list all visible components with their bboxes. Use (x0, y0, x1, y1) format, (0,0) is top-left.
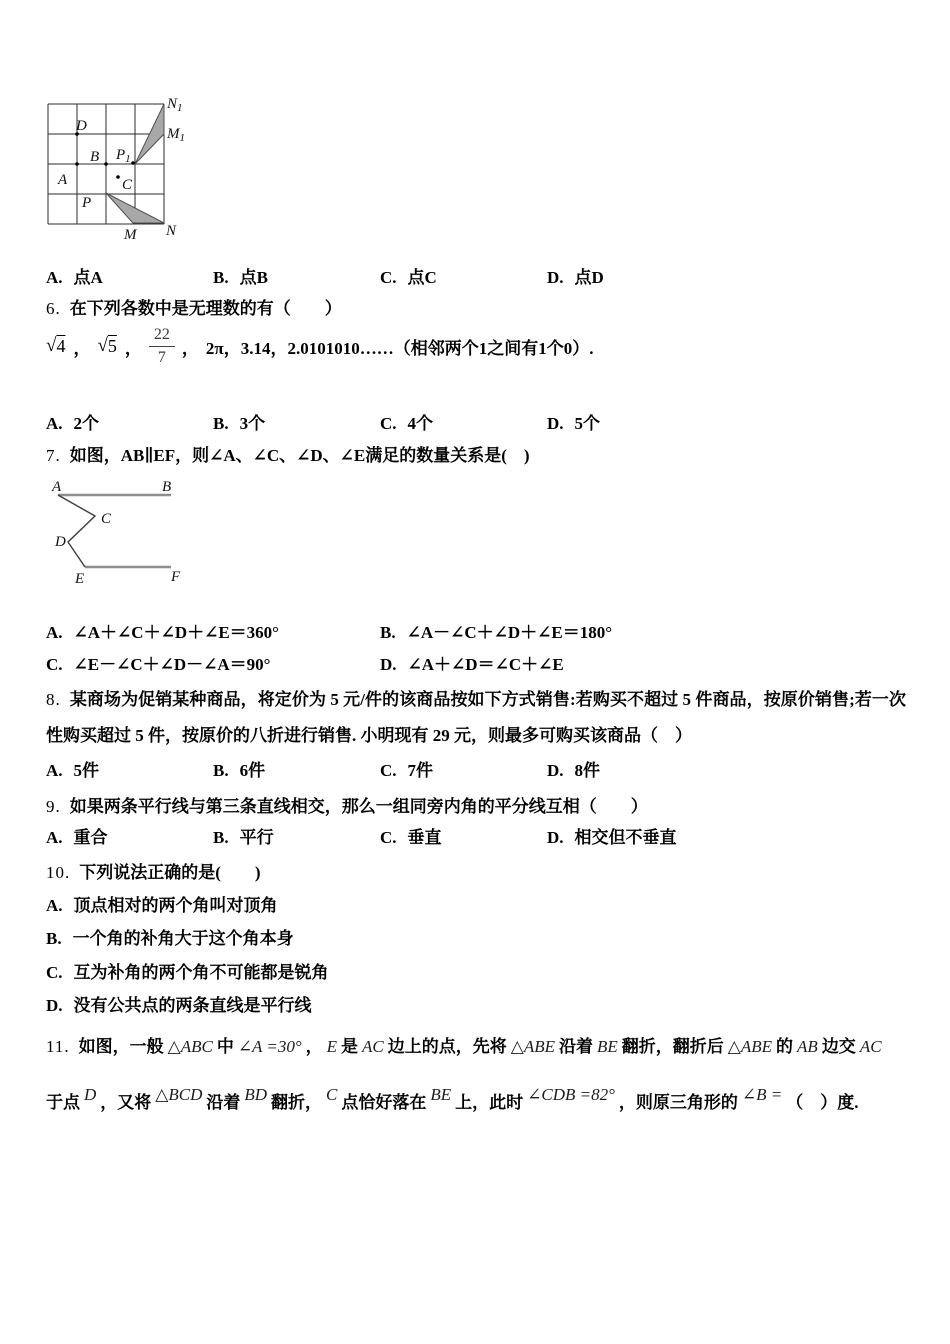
q9-option-d: D. 相交但不垂直 (547, 828, 677, 847)
q5-grid-figure (40, 92, 200, 244)
q8-options-row (0, 756, 950, 778)
q10-option-a: A. 顶点相对的两个角叫对顶角 (46, 896, 278, 915)
fraction-22-7: $\frac{22}{7}$ (149, 327, 175, 366)
q7-stem: 7. 如图，AB∥EF，则∠A、∠C、∠D、∠E满足的数量关系是( ) (46, 446, 530, 465)
radical-sign: √ (97, 335, 108, 356)
q8-stem-line2: 性购买超过 5 件，按原价的八折进行销售. 小明现有 29 元，则最多可购买该商品（ ） (46, 726, 692, 745)
q6-number-list: √ 4 ， √ 5 ， $\frac{22}{7}$ ， 2π，3.14，2.0101010……（相邻两个1之间有1个0）. (46, 325, 594, 366)
label-B: B (90, 149, 100, 165)
q7-option-a: A. ∠A＋∠C＋∠D＋∠E＝360° (46, 623, 279, 642)
q6-stem: 6. 在下列各数中是无理数的有（ ） (46, 299, 342, 318)
label-N1: $N_1$ (167, 96, 183, 114)
q7-options-row-2 (0, 650, 950, 672)
q5-option-c: C. 点C (380, 268, 437, 287)
q5-option-b: B. 点B (213, 268, 268, 287)
q6-option-c: C. 4个 (380, 414, 434, 433)
q11-stem-line1: 11. 如图，一般 △ABC 中 ∠A =30° ， E 是 AC 边上的点，先将 △ABE 沿着 BE 翻折，翻折后 △ABE 的 AB 边交 AC (46, 1037, 882, 1056)
q7-option-b: B. ∠A－∠C＋∠D＋∠E＝180° (380, 623, 613, 642)
label-A: A (58, 172, 68, 188)
q10-option-c: C. 互为补角的两个角不可能都是锐角 (46, 963, 329, 982)
label-F: F (171, 569, 181, 585)
q6-option-a: A. 2个 (46, 414, 100, 433)
q10-option-d: D. 没有公共点的两条直线是平行线 (46, 996, 312, 1015)
q9-option-b: B. 平行 (213, 828, 274, 847)
q9-option-a: A. 重合 (46, 828, 108, 847)
label-D: D (55, 534, 66, 550)
q5-options-row (0, 263, 950, 285)
q9-option-c: C. 垂直 (380, 828, 442, 847)
q8-option-b: B. 6件 (213, 761, 266, 780)
q5-option-a: A. 点A (46, 268, 103, 287)
q8-stem-line1: 8. 某商场为促销某种商品，将定价为 5 元/件的该商品按如下方式销售:若购买不超过 5 件商品，按原价销售;若一次 (46, 690, 906, 709)
zigzag-ACDE (58, 495, 95, 567)
q10-option-b: B. 一个角的补角大于这个角本身 (46, 929, 294, 948)
q8-option-c: C. 7件 (380, 761, 434, 780)
q6-option-d: D. 5个 (547, 414, 601, 433)
radical-sign: √ (46, 335, 57, 356)
label-C: C (101, 511, 112, 527)
q7-angle-figure (40, 478, 195, 593)
q11-stem-line2: 于点 D ，又将 △BCD 沿着 BD 翻折， C 点恰好落在 BE 上，此时 ∠CDB =82° ，则原三角形的 ∠B = （ ）度. (46, 1085, 859, 1112)
label-E: E (75, 571, 85, 587)
q6-option-b: B. 3个 (213, 414, 266, 433)
q5-option-d: D. 点D (547, 268, 604, 287)
q7-option-c: C. ∠E－∠C＋∠D－∠A＝90° (46, 655, 271, 674)
q7-options-row-1 (0, 618, 950, 640)
label-D: D (76, 118, 87, 134)
label-P: P (82, 195, 92, 211)
label-C: C (122, 177, 133, 193)
label-N: N (166, 223, 177, 239)
q8-option-d: D. 8件 (547, 761, 601, 780)
q8-option-a: A. 5件 (46, 761, 100, 780)
q7-option-d: D. ∠A＋∠D＝∠C＋∠E (380, 655, 564, 674)
label-P1: $P_1$ (116, 147, 131, 165)
q9-stem: 9. 如果两条平行线与第三条直线相交，那么一组同旁内角的平分线互相（ ） (46, 797, 648, 816)
q10-stem: 10. 下列说法正确的是( ) (46, 863, 261, 882)
label-M: M (124, 227, 137, 243)
label-M1: $M_1$ (167, 126, 185, 144)
q6-options-row (0, 409, 950, 431)
q9-options-row (0, 823, 950, 845)
label-A: A (52, 479, 62, 495)
label-B: B (162, 479, 172, 495)
